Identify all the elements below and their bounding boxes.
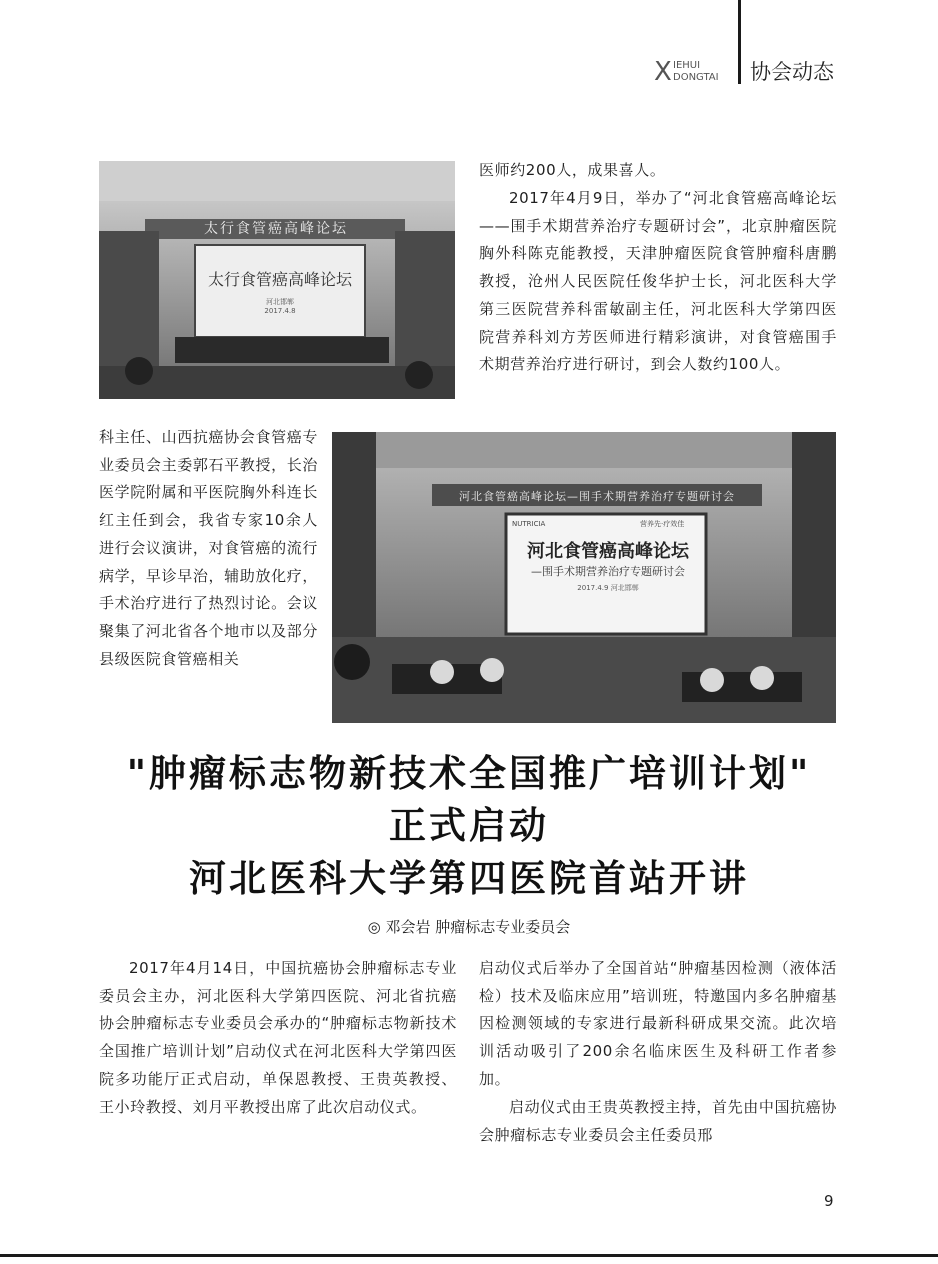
article-title-line-3: 河北医科大学第四医院首站开讲 [189, 856, 749, 900]
logo-letter: X [654, 57, 672, 87]
magazine-logo [654, 56, 734, 88]
page-number: 9 [824, 1192, 834, 1210]
screen-date-top: 2017.4.8 [264, 307, 296, 315]
article-column-2-paragraph-1: 启动仪式后举办了全国首站“肿瘤基因检测（液体活检）技术及临床应用”培训班，特邀国内多名肿瘤基因检测领域的专家进行最新科研成果交流。此次培训活动吸引了200余名临床医生及科研工作者参加。 [479, 959, 837, 1088]
forum-paragraph: 2017年4月9日，举办了“河北食管癌高峰论坛——围手术期营养治疗专题研讨会”，北京肿瘤医院胸外科陈克能教授，天津肿瘤医院食管肿瘤科唐鹏教授，沧州人民医院任俊华护士长，河北医科大学第三医院营养科雷敏副主任，河北医科大学第四医院营养科刘方芳医师进行精彩演讲，对食管癌围手术期营养治疗进行研讨，到会人数约100人。 [479, 189, 837, 374]
left-column-paragraph: 科主任、山西抗癌协会食管癌专业委员会主委郭石平教授，长治医学院附属和平医院胸外科连长红主任到会，我省专家10余人进行会议演讲，对食管癌的流行病学，早诊早治，辅助放化疗，手术治疗进行了热烈讨论。会议聚集了河北省各个地市以及部分县级医院食管癌相关 [99, 428, 318, 668]
screen-date-middle: 2017.4.9 河北邯郸 [577, 584, 639, 592]
article-title-line-1: "肿瘤标志物新技术全国推广培训计划" [126, 751, 812, 795]
logo-line-1: IEHUI [673, 60, 701, 71]
byline: ◎ 邓会岩 肿瘤标志专业委员会 [367, 918, 571, 936]
screen-slogan-middle: 营养先·疗效佳 [640, 520, 685, 528]
screen-title-middle: 河北食管癌高峰论坛 [527, 541, 689, 562]
banner-text-top: 太行食管癌高峰论坛 [204, 221, 348, 237]
section-label: 协会动态 [750, 60, 834, 84]
screen-brand-middle: NUTRICIA [512, 520, 546, 528]
article-column-1: 2017年4月14日，中国抗癌协会肿瘤标志专业委员会主办，河北医科大学第四医院、河北省抗癌协会肿瘤标志专业委员会承办的“肿瘤标志物新技术全国推广培训计划”启动仪式在河北医科大学第四医院多功能厅正式启动，单保恩教授、王贵英教授、王小玲教授、刘月平教授出席了此次启动仪式。 [99, 959, 457, 1116]
article-column-2-paragraph-2: 启动仪式由王贵英教授主持，首先由中国抗癌协会肿瘤标志专业委员会主任委员邢 [479, 1098, 837, 1144]
banner-text-middle: 河北食管癌高峰论坛—围手术期营养治疗专题研讨会 [459, 490, 735, 503]
screen-place-top: 河北邯郸 [266, 298, 294, 306]
bottom-rule [0, 1254, 938, 1257]
logo-line-2: DONGTAI [673, 72, 719, 83]
screen-title-top: 太行食管癌高峰论坛 [207, 270, 352, 289]
continued-paragraph: 医师约200人，成果喜人。 [479, 161, 666, 179]
screen-subtitle-middle: —围手术期营养治疗专题研讨会 [531, 565, 685, 578]
article-title-line-2: 正式启动 [389, 803, 549, 847]
header-divider [738, 0, 741, 84]
